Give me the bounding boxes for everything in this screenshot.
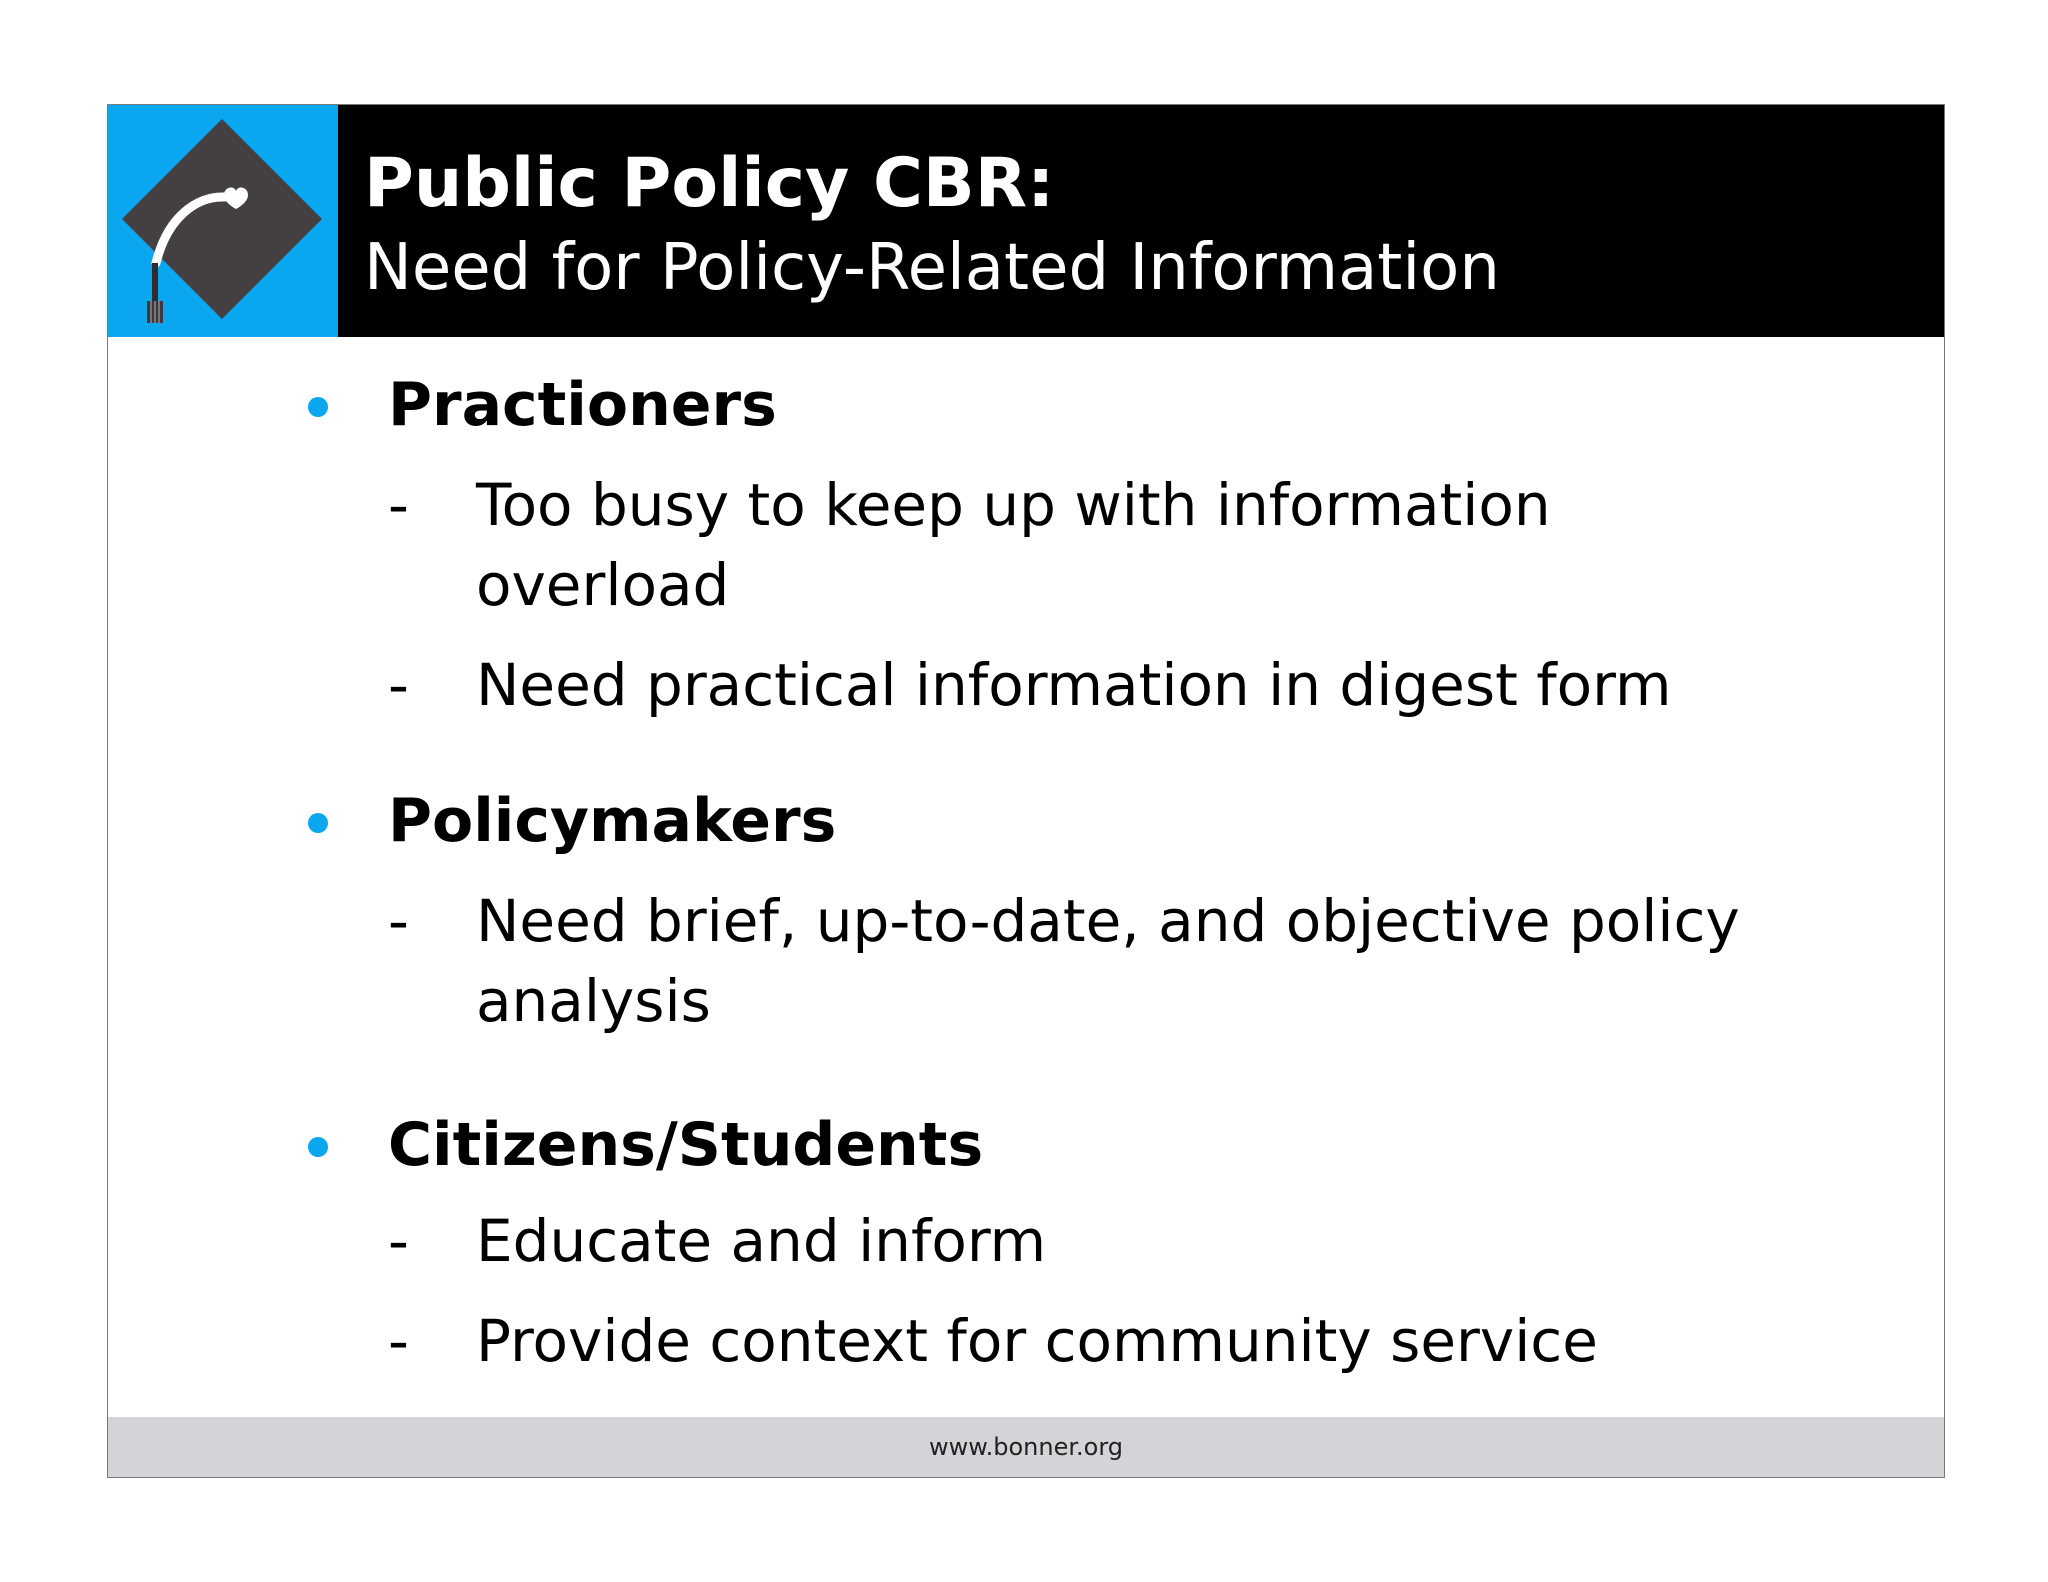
section-heading: Citizens/Students: [388, 1110, 984, 1180]
dash-marker: -: [388, 1307, 409, 1375]
footer-url: www.bonner.org: [928, 1433, 1124, 1461]
title-block: [364, 143, 1500, 311]
list-item-text: Need brief, up-to-date, and objective policy analysis: [476, 887, 1740, 1035]
section-heading: Policymakers: [388, 786, 837, 856]
list-item-text: Too busy to keep up with information overload: [476, 471, 1551, 619]
bullet-dot: [308, 1137, 328, 1157]
bullet-dot: [308, 813, 328, 833]
list-item-text: Provide context for community service: [476, 1307, 1598, 1375]
graduation-cap-icon: [108, 105, 338, 337]
slide-title: Public Policy CBR:: [364, 144, 1055, 223]
bullet-dot: [308, 397, 328, 417]
dash-marker: -: [388, 651, 409, 719]
logo-panel: [108, 105, 338, 337]
slide-footer: [108, 1417, 1944, 1477]
list-item-text: Need practical information in digest form: [476, 651, 1672, 719]
section-heading: Practioners: [388, 370, 777, 440]
slide: [107, 104, 1945, 1478]
dash-marker: -: [388, 887, 409, 955]
slide-header: [108, 105, 1944, 337]
slide-subtitle: Need for Policy-Related Information: [364, 231, 1500, 305]
dash-marker: -: [388, 471, 409, 539]
list-item-text: Educate and inform: [476, 1207, 1047, 1275]
dash-marker: -: [388, 1207, 409, 1275]
